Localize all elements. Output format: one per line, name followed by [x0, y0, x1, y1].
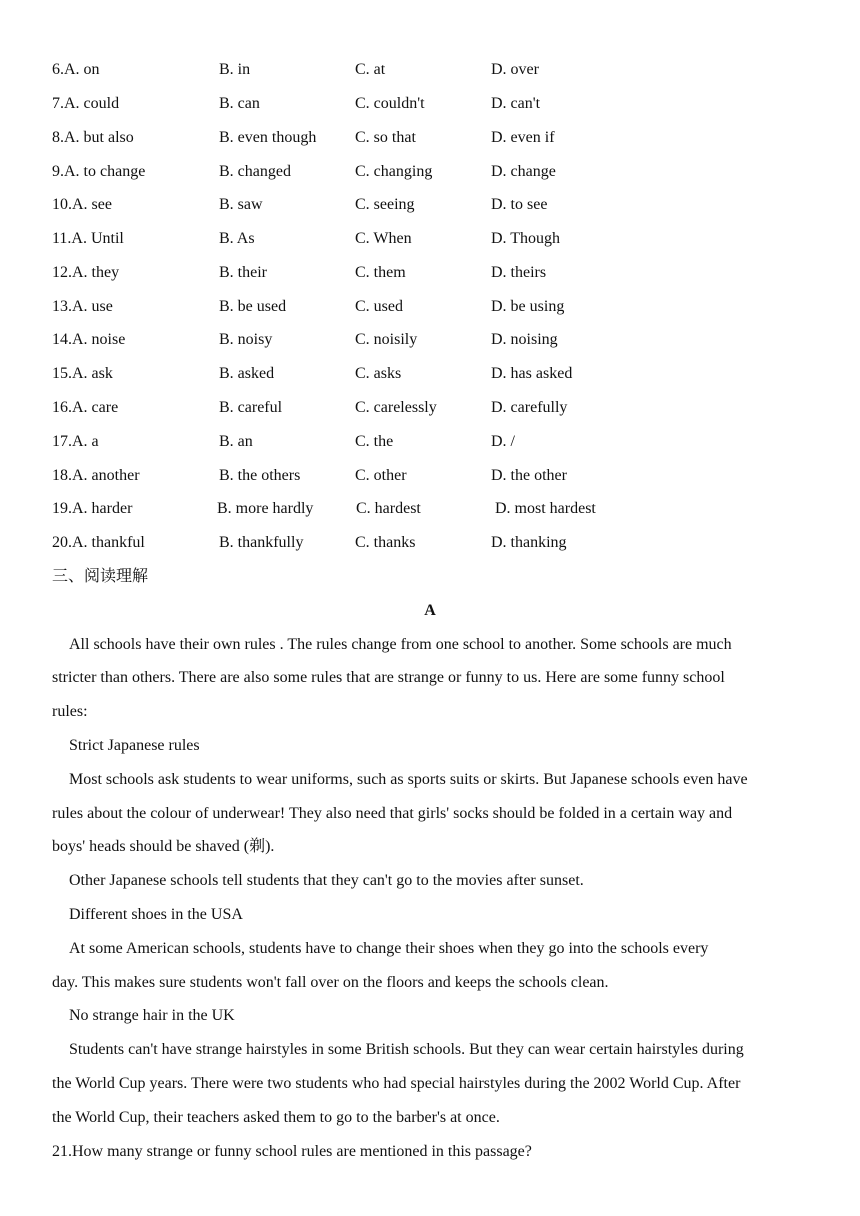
passage-line [0, 1033, 860, 1067]
option-b: B. asked [219, 365, 275, 382]
option-row-6 [0, 53, 860, 87]
option-row-9 [0, 155, 860, 189]
option-a: 10.A. see [52, 196, 112, 213]
option-d: D. over [491, 61, 539, 78]
passage-text: boys' heads should be shaved (剃). [52, 838, 275, 855]
passage-text: Students can't have strange hairstyles in some British schools. But they can wear certain hairstyles during [69, 1041, 744, 1058]
passage-text: the World Cup years. There were two students who had special hairstyles during the 2002 World Cup. After [52, 1075, 741, 1092]
passage-text: the World Cup, their teachers asked them to go to the barber's at once. [52, 1109, 500, 1126]
passage-subheading-row [0, 999, 860, 1033]
passage-text: stricter than others. There are also some rules that are strange or funny to us. Here are some funny school [52, 669, 725, 686]
option-b: B. can [219, 95, 260, 112]
option-b: B. in [219, 61, 251, 78]
question-21-row [0, 1135, 860, 1169]
option-a: 6.A. on [52, 61, 100, 78]
passage-subheading: No strange hair in the UK [69, 1007, 235, 1024]
passage-text: At some American schools, students have to change their shoes when they go into the schools every [69, 940, 709, 957]
passage-subheading-row [0, 898, 860, 932]
option-d: D. carefully [491, 399, 568, 416]
option-c: C. noisily [355, 331, 418, 348]
option-c: C. used [355, 298, 403, 315]
option-row-15 [0, 357, 860, 391]
option-c: C. hardest [356, 500, 421, 517]
option-row-13 [0, 290, 860, 324]
passage-text: All schools have their own rules . The rules change from one school to another. Some schools are much [69, 636, 732, 653]
option-d: D. noising [491, 331, 558, 348]
option-row-7 [0, 87, 860, 121]
option-b: B. careful [219, 399, 283, 416]
passage-text: rules about the colour of underwear! They also need that girls' socks should be folded in a certain way and [52, 805, 733, 822]
option-row-12 [0, 256, 860, 290]
option-c: C. thanks [355, 534, 416, 551]
option-row-11 [0, 222, 860, 256]
option-c: C. When [355, 230, 412, 247]
option-d: D. thanking [491, 534, 567, 551]
passage-line [0, 932, 860, 966]
option-row-8 [0, 121, 860, 155]
passage-line [0, 864, 860, 898]
option-b: B. an [219, 433, 253, 450]
option-b: B. saw [219, 196, 263, 213]
option-b: B. the others [219, 467, 301, 484]
option-row-14 [0, 323, 860, 357]
passage-subheading: Different shoes in the USA [69, 906, 243, 923]
option-row-10 [0, 188, 860, 222]
option-d: D. / [491, 433, 515, 450]
option-a: 13.A. use [52, 298, 113, 315]
option-d: D. Though [491, 230, 561, 247]
option-b: B. their [219, 264, 267, 281]
option-a: 7.A. could [52, 95, 120, 112]
passage-title: A [424, 602, 436, 619]
option-row-19 [0, 492, 860, 526]
passage-line [0, 661, 860, 695]
option-b: B. changed [219, 163, 291, 180]
option-a: 18.A. another [52, 467, 140, 484]
option-d: D. be using [491, 298, 565, 315]
option-d: D. can't [491, 95, 541, 112]
passage-text: Most schools ask students to wear uniforms, such as sports suits or skirts. But Japanese schools even have [69, 771, 748, 788]
option-a: 20.A. thankful [52, 534, 145, 551]
option-a: 8.A. but also [52, 129, 134, 146]
option-c: C. asks [355, 365, 402, 382]
option-d: D. theirs [491, 264, 547, 281]
passage-line [0, 830, 860, 864]
option-row-18 [0, 459, 860, 493]
passage-text: day. This makes sure students won't fall over on the floors and keeps the schools clean. [52, 974, 609, 991]
option-d: D. to see [491, 196, 548, 213]
option-b: B. thankfully [219, 534, 304, 551]
option-a: 17.A. a [52, 433, 99, 450]
option-a: 11.A. Until [52, 230, 124, 247]
option-b: B. noisy [219, 331, 273, 348]
passage-line [0, 695, 860, 729]
option-c: C. other [355, 467, 407, 484]
option-a: 14.A. noise [52, 331, 126, 348]
passage-line [0, 628, 860, 662]
passage-line [0, 1101, 860, 1135]
section-heading-row [0, 560, 860, 594]
passage-text: rules: [52, 703, 88, 720]
passage-line [0, 797, 860, 831]
option-c: C. at [355, 61, 386, 78]
option-c: C. changing [355, 163, 433, 180]
section-heading: 三、阅读理解 [52, 568, 149, 585]
passage-text: Other Japanese schools tell students that they can't go to the movies after sunset. [69, 872, 584, 889]
option-c: C. carelessly [355, 399, 437, 416]
option-b: B. more hardly [217, 500, 314, 517]
option-row-20 [0, 526, 860, 560]
option-d: D. change [491, 163, 556, 180]
question-21: 21.How many strange or funny school rules are mentioned in this passage? [52, 1143, 532, 1160]
option-d: D. even if [491, 129, 555, 146]
option-a: 15.A. ask [52, 365, 113, 382]
passage-title-row [0, 594, 860, 628]
option-row-17 [0, 425, 860, 459]
option-c: C. couldn't [355, 95, 425, 112]
passage-subheading: Strict Japanese rules [69, 737, 200, 754]
option-c: C. them [355, 264, 406, 281]
option-b: B. As [219, 230, 255, 247]
option-c: C. the [355, 433, 394, 450]
option-row-16 [0, 391, 860, 425]
option-c: C. seeing [355, 196, 415, 213]
passage-line [0, 763, 860, 797]
option-b: B. even though [219, 129, 317, 146]
passage-line [0, 1067, 860, 1101]
option-d: D. most hardest [495, 500, 596, 517]
option-d: D. has asked [491, 365, 573, 382]
passage-subheading-row [0, 729, 860, 763]
option-a: 9.A. to change [52, 163, 146, 180]
option-c: C. so that [355, 129, 416, 146]
option-b: B. be used [219, 298, 287, 315]
option-a: 12.A. they [52, 264, 120, 281]
passage-line [0, 966, 860, 1000]
option-a: 19.A. harder [52, 500, 133, 517]
option-a: 16.A. care [52, 399, 119, 416]
option-d: D. the other [491, 467, 567, 484]
